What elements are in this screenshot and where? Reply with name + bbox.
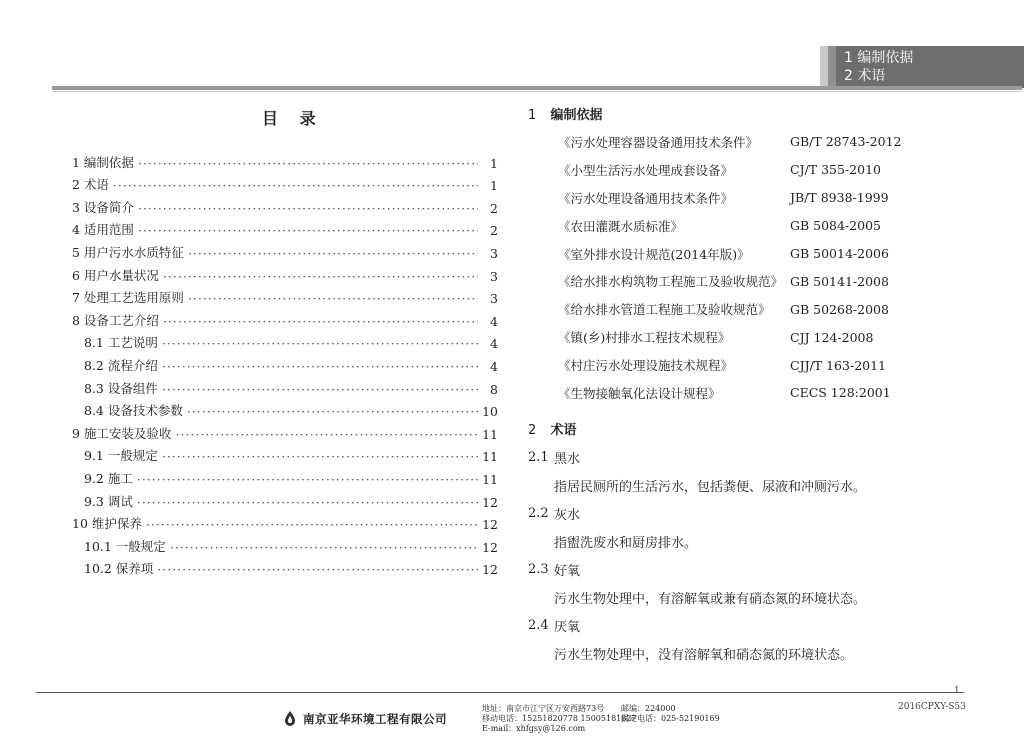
term-definition: 指盥洗废水和厨房排水。 bbox=[554, 536, 698, 552]
toc-entry[interactable] bbox=[72, 487, 498, 510]
toc-entry-label: 8.2 流程介绍 bbox=[84, 357, 158, 373]
footer-rule bbox=[36, 692, 964, 693]
standard-name: 《镇(乡)村排水工程技术规程》 bbox=[558, 330, 731, 346]
footer-contact-block bbox=[621, 704, 720, 724]
toc-entry[interactable] bbox=[72, 148, 498, 171]
toc-entry[interactable] bbox=[72, 171, 498, 194]
toc-entry[interactable] bbox=[72, 216, 498, 239]
toc-entry-label: 7 处理工艺选用原则 bbox=[72, 290, 184, 306]
terms-heading-title: 术语 bbox=[550, 422, 577, 438]
term-number: 2.2 bbox=[528, 506, 549, 522]
toc-entry-page: 2 bbox=[490, 200, 498, 216]
term-name: 灰水 bbox=[554, 508, 581, 524]
toc-entry-label: 10.1 一般规定 bbox=[84, 538, 166, 554]
toc-leader-dots bbox=[137, 495, 478, 510]
toc-entry[interactable] bbox=[72, 238, 498, 261]
standard-name: 《给水排水管道工程施工及验收规范》 bbox=[558, 302, 771, 318]
toc-entry-page: 3 bbox=[490, 268, 498, 284]
company-name: 南京亚华环境工程有限公司 bbox=[303, 712, 447, 726]
term-name: 好氧 bbox=[554, 564, 581, 580]
standard-code: JB/T 8938-1999 bbox=[790, 190, 889, 206]
toc-leader-dots bbox=[188, 291, 478, 306]
term-definition: 指居民厕所的生活污水，包括粪便、尿液和冲厕污水。 bbox=[554, 480, 867, 496]
standard-code: GB 5084-2005 bbox=[790, 218, 881, 234]
toc-entry[interactable] bbox=[72, 193, 498, 216]
section-tab bbox=[820, 46, 1024, 88]
standards-list bbox=[528, 128, 1008, 407]
standard-code: CJJ/T 163-2011 bbox=[790, 357, 887, 373]
standard-name: 《污水处理设备通用技术条件》 bbox=[558, 190, 734, 206]
toc-entry-page: 11 bbox=[482, 471, 498, 487]
standard-name: 《室外排水设计规范(2014年版)》 bbox=[558, 246, 750, 262]
standard-name: 《生物接触氧化法设计规程》 bbox=[558, 385, 721, 401]
toc-entry[interactable] bbox=[72, 261, 498, 284]
standard-row bbox=[528, 351, 1008, 379]
terms-heading bbox=[528, 419, 1008, 439]
toc-entry-label: 4 适用范围 bbox=[72, 222, 134, 238]
toc-entry-label: 10 维护保养 bbox=[72, 516, 142, 532]
term-name: 厌氧 bbox=[554, 620, 581, 636]
toc-entry-page: 3 bbox=[490, 291, 498, 307]
standard-row bbox=[528, 267, 1008, 295]
standard-name: 《农田灌溉水质标准》 bbox=[558, 218, 684, 234]
toc-entry[interactable] bbox=[72, 510, 498, 533]
basis-heading bbox=[528, 104, 1008, 124]
term-number: 2.1 bbox=[528, 450, 549, 466]
terms-heading-num: 2 bbox=[528, 422, 537, 438]
toc-leader-dots bbox=[157, 562, 478, 577]
toc-leader-dots bbox=[162, 336, 478, 351]
toc-list bbox=[72, 148, 498, 577]
standard-name: 《污水处理容器设备通用技术条件》 bbox=[558, 134, 759, 150]
toc-entry[interactable] bbox=[72, 397, 498, 420]
toc-leader-dots bbox=[163, 314, 478, 329]
toc-entry-label: 10.2 保养项 bbox=[84, 561, 154, 577]
toc-entry-page: 10 bbox=[482, 404, 498, 420]
term-number: 2.4 bbox=[528, 618, 549, 634]
toc-leader-dots bbox=[137, 472, 478, 487]
toc-entry-page: 12 bbox=[482, 517, 498, 533]
term-definition: 污水生物处理中，没有溶解氧和硝态氮的环境状态。 bbox=[554, 648, 854, 664]
basis-heading-title: 编制依据 bbox=[550, 108, 603, 123]
toc-entry[interactable] bbox=[72, 284, 498, 307]
term-name: 黑水 bbox=[554, 452, 581, 468]
standard-code: CECS 128:2001 bbox=[790, 385, 891, 401]
toc-leader-dots bbox=[187, 404, 478, 419]
toc-leader-dots bbox=[170, 540, 478, 555]
standard-name: 《村庄污水处理设施技术规程》 bbox=[558, 358, 734, 374]
term-number: 2.3 bbox=[528, 562, 549, 578]
terms-list bbox=[528, 445, 1008, 669]
standard-code: GB 50141-2008 bbox=[790, 273, 889, 289]
toc-entry-page: 1 bbox=[490, 155, 498, 171]
basis-heading-num: 1 bbox=[528, 108, 537, 123]
toc-entry-page: 2 bbox=[490, 223, 498, 239]
toc-leader-dots bbox=[162, 359, 478, 374]
standard-row bbox=[528, 379, 1008, 407]
standard-row bbox=[528, 156, 1008, 184]
toc-entry-label: 3 设备简介 bbox=[72, 199, 134, 215]
toc-entry-page: 3 bbox=[490, 245, 498, 261]
standard-code: GB/T 28743-2012 bbox=[790, 134, 902, 150]
toc-entry-page: 4 bbox=[490, 313, 498, 329]
standard-row bbox=[528, 240, 1008, 268]
standard-code: CJJ 124-2008 bbox=[790, 329, 874, 345]
toc-leader-dots bbox=[146, 517, 478, 532]
toc-leader-dots bbox=[113, 178, 478, 193]
toc-entry-label: 8.1 工艺说明 bbox=[84, 335, 158, 351]
toc-entry-page: 11 bbox=[482, 449, 498, 465]
standard-row bbox=[528, 212, 1008, 240]
standard-row bbox=[528, 323, 1008, 351]
term-definition: 污水生物处理中，有溶解氧或兼有硝态氮的环境状态。 bbox=[554, 592, 867, 608]
standard-name: 《给水排水构筑物工程施工及验收规范》 bbox=[558, 274, 784, 290]
toc-entry-page: 12 bbox=[482, 494, 498, 510]
toc-entry[interactable] bbox=[72, 532, 498, 555]
term-heading bbox=[528, 613, 1008, 639]
toc-leader-dots bbox=[188, 246, 478, 261]
toc-leader-dots bbox=[163, 269, 478, 284]
toc-entry-label: 9.3 调试 bbox=[84, 493, 133, 509]
toc-entry-label: 8.3 设备组件 bbox=[84, 380, 158, 396]
toc-entry-page: 4 bbox=[490, 336, 498, 352]
toc-entry-label: 6 用户水量状况 bbox=[72, 267, 159, 283]
tab-stripe-light bbox=[820, 46, 828, 88]
toc-entry-page: 4 bbox=[490, 358, 498, 374]
footer-address: 地址：南京市江宁区万安西路73号 bbox=[482, 704, 605, 713]
toc-entry-label: 8.4 设备技术参数 bbox=[84, 403, 183, 419]
toc-entry[interactable] bbox=[72, 374, 498, 397]
term-heading bbox=[528, 501, 1008, 527]
toc-entry-page: 8 bbox=[490, 381, 498, 397]
standard-code: GB 50268-2008 bbox=[790, 301, 889, 317]
toc-entry-label: 9.1 一般规定 bbox=[84, 448, 158, 464]
toc-entry[interactable] bbox=[72, 442, 498, 465]
toc-leader-dots bbox=[162, 449, 478, 464]
toc-entry[interactable] bbox=[72, 306, 498, 329]
toc-entry-label: 2 术语 bbox=[72, 177, 109, 193]
document-code: 2016CPXY-S53 bbox=[898, 702, 966, 712]
toc-entry-label: 9.2 施工 bbox=[84, 470, 133, 486]
toc-entry-page: 12 bbox=[482, 562, 498, 578]
footer-postcode: 邮编：224000 bbox=[621, 704, 676, 713]
standard-row bbox=[528, 295, 1008, 323]
header-rule bbox=[52, 86, 1022, 90]
toc-entry[interactable] bbox=[72, 464, 498, 487]
toc-entry[interactable] bbox=[72, 351, 498, 374]
toc-leader-dots bbox=[138, 156, 478, 171]
tab-line-2: 2 术语 bbox=[844, 68, 886, 84]
toc-leader-dots bbox=[138, 201, 478, 216]
tab-line-1: 1 编制依据 bbox=[844, 50, 914, 66]
toc-entry[interactable] bbox=[72, 419, 498, 442]
toc-entry-page: 1 bbox=[490, 178, 498, 194]
toc-entry[interactable] bbox=[72, 555, 498, 578]
toc-leader-dots bbox=[138, 223, 478, 238]
toc-title: 目 录 bbox=[262, 109, 324, 128]
footer-mobile: 移动电话：15251820778 15005181827 bbox=[482, 714, 637, 723]
toc-leader-dots bbox=[175, 427, 478, 442]
standard-row bbox=[528, 184, 1008, 212]
term-heading bbox=[528, 557, 1008, 583]
toc-entry-page: 12 bbox=[482, 539, 498, 555]
toc-entry[interactable] bbox=[72, 329, 498, 352]
term-heading bbox=[528, 445, 1008, 471]
toc-entry-page: 11 bbox=[482, 426, 498, 442]
standard-name: 《小型生活污水处理成套设备》 bbox=[558, 162, 734, 178]
standard-code: GB 50014-2006 bbox=[790, 246, 889, 261]
toc-leader-dots bbox=[162, 382, 478, 397]
header-rule-thin bbox=[52, 91, 1022, 92]
standard-row bbox=[528, 128, 1008, 156]
tab-stripe-mid bbox=[828, 46, 836, 88]
content-column bbox=[528, 104, 1008, 669]
footer-address-block bbox=[482, 704, 637, 734]
toc-entry-label: 8 设备工艺介绍 bbox=[72, 312, 159, 328]
toc-entry-label: 9 施工安装及验收 bbox=[72, 425, 172, 441]
toc-entry-label: 1 编制依据 bbox=[72, 154, 134, 170]
page-number: 1 bbox=[954, 686, 960, 696]
footer-email: E-mail：xhfgsy@126.com bbox=[482, 724, 586, 733]
standard-code: CJ/T 355-2010 bbox=[790, 162, 881, 178]
toc-entry-label: 5 用户污水水质特征 bbox=[72, 244, 184, 260]
footer-phone: 固定电话：025-52190169 bbox=[621, 714, 720, 723]
company-logo-icon bbox=[283, 710, 297, 726]
